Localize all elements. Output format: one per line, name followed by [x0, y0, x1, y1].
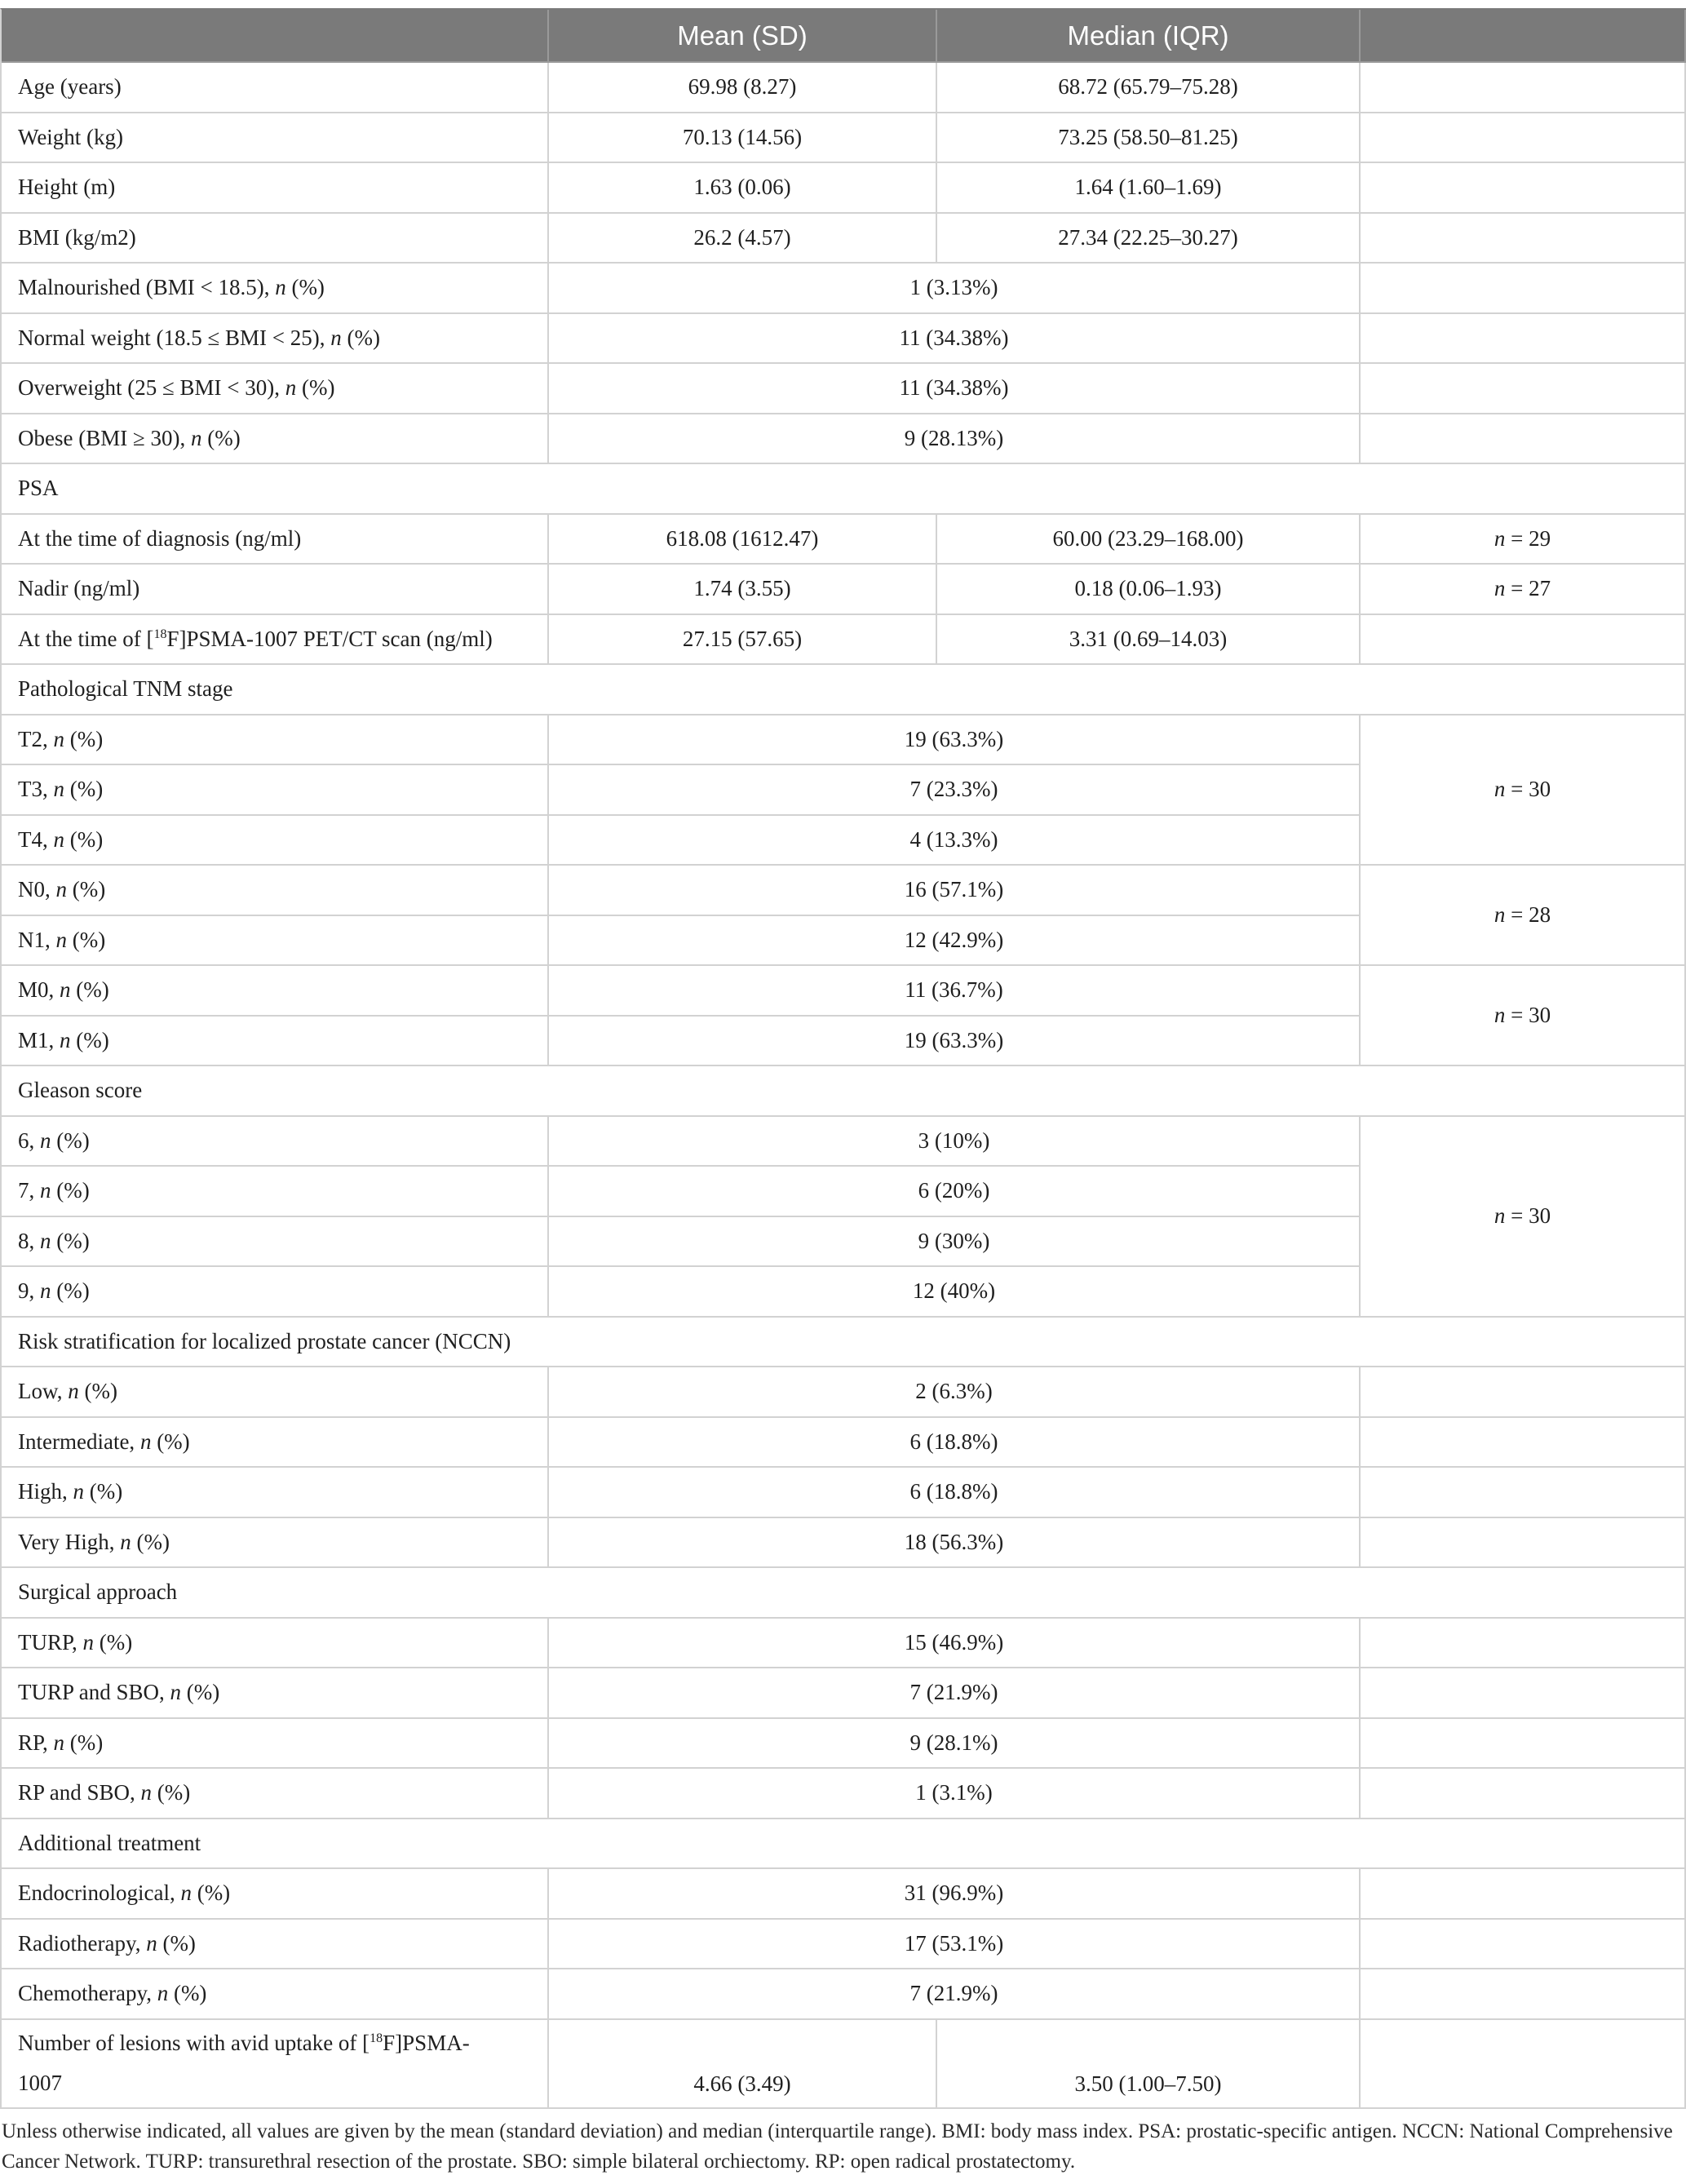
median-cell: [937, 214, 1361, 264]
row-label: RP and SBO, n (%): [18, 1780, 191, 1805]
label-text: At the time of [: [18, 626, 154, 651]
row-label: Intermediate, n (%): [18, 1429, 190, 1454]
italic-n: n: [40, 1127, 51, 1153]
row-label: N1, n (%): [18, 927, 106, 952]
count-percent-value: 2 (6.3%): [915, 1379, 993, 1404]
label-cell: [2, 1418, 549, 1469]
label-cell: [2, 1920, 549, 1970]
combined-cell: [549, 1167, 1361, 1217]
row-label: Obese (BMI ≥ 30), n (%): [18, 425, 241, 450]
sample-size-note: n = 30: [1494, 1003, 1551, 1027]
combined-cell: [549, 1969, 1361, 2020]
empty-cell: [1361, 314, 1686, 365]
italic-n: n: [53, 1730, 65, 1755]
label-cell: [2, 816, 549, 866]
label-cell: [2, 765, 549, 816]
row-label: Very High, n (%): [18, 1529, 170, 1554]
median-cell: [937, 63, 1361, 113]
count-percent-value: 4 (13.3%): [909, 826, 998, 852]
label-cell: [2, 1117, 549, 1167]
row-label: Nadir (ng/ml): [18, 576, 140, 601]
combined-cell: [549, 1869, 1361, 1920]
median-iqr-value: 73.25 (58.50–81.25): [1058, 124, 1238, 149]
italic-n: n: [139, 1429, 152, 1454]
combined-cell: [549, 816, 1361, 866]
label-text: 1007: [18, 2071, 62, 2095]
label-cell: [2, 1869, 549, 1920]
empty-cell: [1361, 1367, 1686, 1418]
label-text: Number of lesions with avid uptake of [: [18, 2031, 370, 2055]
patient-characteristics-table: [0, 8, 1686, 2109]
label-cell: [2, 565, 549, 615]
combined-cell: [549, 1668, 1361, 1719]
row-label: 9, n (%): [18, 1278, 90, 1304]
count-percent-value: 11 (34.38%): [899, 375, 1009, 401]
label-cell: [2, 364, 549, 414]
count-percent-value: 6 (18.8%): [909, 1479, 998, 1504]
row-label: 7, n (%): [18, 1178, 90, 1203]
note-cell: [1361, 1117, 1686, 1318]
label-cell: [2, 866, 549, 916]
isotope-superscript: 18: [153, 627, 167, 641]
label-cell: [2, 916, 549, 967]
row-label: 6, n (%): [18, 1127, 90, 1153]
section-title: Surgical approach: [18, 1579, 178, 1605]
label-cell: [2, 314, 549, 365]
label-text: F]PSMA-: [383, 2031, 470, 2055]
italic-n: n: [55, 877, 67, 902]
italic-n: n: [180, 1881, 192, 1906]
median-cell: [937, 615, 1361, 666]
count-percent-value: 15 (46.9%): [904, 1629, 1004, 1655]
median-iqr-value: 3.31 (0.69–14.03): [1069, 626, 1228, 651]
note-cell: [1361, 515, 1686, 565]
italic-n: n: [1494, 1203, 1506, 1228]
median-cell: [937, 2020, 1361, 2109]
section-row-treatment: [2, 1819, 1686, 1870]
header-median-cell: [937, 10, 1361, 63]
empty-cell: [1361, 1418, 1686, 1469]
empty-cell: [1361, 2020, 1686, 2109]
row-label: High, n (%): [18, 1479, 123, 1504]
label-cell: [2, 2020, 549, 2109]
empty-cell: [1361, 615, 1686, 666]
median-iqr-value: 1.64 (1.60–1.69): [1074, 175, 1222, 200]
sample-size-note: n = 29: [1494, 525, 1551, 551]
empty-cell: [1361, 63, 1686, 113]
row-label: Height (m): [18, 175, 116, 200]
mean-sd-value: 70.13 (14.56): [682, 124, 803, 149]
combined-cell: [549, 866, 1361, 916]
median-iqr-value: 68.72 (65.79–75.28): [1058, 74, 1238, 100]
mean-sd-value: 27.15 (57.65): [682, 626, 803, 651]
section-row-tnm: [2, 665, 1686, 715]
section-row-psa: [2, 464, 1686, 515]
mean-sd-value: 4.66 (3.49): [693, 2071, 791, 2096]
mean-cell: [549, 615, 937, 666]
median-cell: [937, 113, 1361, 164]
mean-cell: [549, 163, 937, 214]
italic-n: n: [330, 325, 342, 350]
label-cell: [2, 966, 549, 1017]
empty-cell: [1361, 163, 1686, 214]
empty-cell: [1361, 1668, 1686, 1719]
section-row-gleason: [2, 1066, 1686, 1117]
row-label: [18, 2023, 470, 2103]
italic-n: n: [53, 777, 64, 802]
count-percent-value: 16 (57.1%): [904, 877, 1004, 902]
row-label: BMI (kg/m2): [18, 224, 136, 250]
section-row-surgery: [2, 1568, 1686, 1619]
combined-cell: [549, 1117, 1361, 1167]
label-text: F]PSMA-1007 PET/CT scan (ng/ml): [166, 626, 493, 651]
italic-n: n: [1494, 576, 1506, 601]
header-median-iqr: Median (IQR): [1067, 20, 1229, 51]
label-cell: [2, 1017, 549, 1067]
italic-n: n: [140, 1780, 153, 1805]
label-cell: [2, 1969, 549, 2020]
count-percent-value: 9 (28.13%): [904, 425, 1004, 450]
italic-n: n: [120, 1529, 131, 1554]
section-title: Additional treatment: [18, 1830, 201, 1855]
italic-n: n: [1494, 902, 1506, 927]
mean-cell: [549, 515, 937, 565]
count-percent-value: 3 (10%): [918, 1127, 990, 1153]
combined-cell: [549, 364, 1361, 414]
row-label: Overweight (25 ≤ BMI < 30), n (%): [18, 375, 335, 401]
mean-cell: [549, 113, 937, 164]
combined-cell: [549, 1468, 1361, 1518]
combined-cell: [549, 1920, 1361, 1970]
note-cell: [1361, 565, 1686, 615]
row-label: [18, 627, 493, 652]
label-cell: [2, 715, 549, 766]
empty-cell: [1361, 113, 1686, 164]
empty-cell: [1361, 364, 1686, 414]
label-cell: [2, 264, 549, 314]
mean-sd-value: 1.63 (0.06): [693, 175, 791, 200]
count-percent-value: 18 (56.3%): [904, 1529, 1004, 1554]
count-percent-value: 1 (3.1%): [915, 1780, 993, 1805]
combined-cell: [549, 1518, 1361, 1569]
row-label: At the time of diagnosis (ng/ml): [18, 525, 302, 551]
italic-n: n: [55, 927, 67, 952]
row-label: N0, n (%): [18, 877, 106, 902]
header-empty-cell: [1361, 10, 1686, 63]
count-percent-value: 12 (40%): [912, 1278, 996, 1304]
italic-n: n: [73, 1479, 84, 1504]
count-percent-value: 19 (63.3%): [904, 1027, 1004, 1052]
sample-size-note: n = 28: [1494, 902, 1551, 927]
label-cell: [2, 1167, 549, 1217]
count-percent-value: 7 (21.9%): [909, 1680, 998, 1705]
note-cell: [1361, 966, 1686, 1066]
row-label: Normal weight (18.5 ≤ BMI < 25), n (%): [18, 325, 380, 350]
italic-n: n: [53, 726, 64, 751]
italic-n: n: [146, 1930, 157, 1956]
combined-cell: [549, 1367, 1361, 1418]
row-label: M1, n (%): [18, 1027, 109, 1052]
count-percent-value: 7 (21.9%): [909, 1981, 998, 2006]
empty-cell: [1361, 1920, 1686, 1970]
header-mean-sd: Mean (SD): [677, 20, 808, 51]
row-label: Malnourished (BMI < 18.5), n (%): [18, 275, 325, 300]
label-cell: [2, 1769, 549, 1819]
combined-cell: [549, 966, 1361, 1017]
italic-n: n: [157, 1981, 169, 2006]
row-label: Low, n (%): [18, 1379, 117, 1404]
count-percent-value: 7 (23.3%): [909, 777, 998, 802]
count-percent-value: 1 (3.13%): [909, 275, 998, 300]
mean-sd-value: 26.2 (4.57): [693, 224, 791, 250]
note-cell: [1361, 866, 1686, 966]
combined-cell: [549, 1418, 1361, 1469]
count-percent-value: 6 (20%): [918, 1178, 990, 1203]
section-title: PSA: [18, 476, 59, 501]
header-mean-cell: [549, 10, 937, 63]
section-row-risk: [2, 1318, 1686, 1368]
median-iqr-value: 60.00 (23.29–168.00): [1052, 525, 1244, 551]
italic-n: n: [1494, 777, 1506, 802]
label-cell: [2, 214, 549, 264]
mean-cell: [549, 214, 937, 264]
row-label: TURP and SBO, n (%): [18, 1680, 220, 1705]
mean-sd-value: 69.98 (8.27): [688, 74, 797, 100]
mean-sd-value: 1.74 (3.55): [693, 576, 791, 601]
row-label: Radiotherapy, n (%): [18, 1930, 196, 1956]
mean-sd-value: 618.08 (1612.47): [666, 525, 819, 551]
label-cell: [2, 113, 549, 164]
note-cell: [1361, 715, 1686, 866]
combined-cell: [549, 715, 1361, 766]
combined-cell: [549, 765, 1361, 816]
combined-cell: [549, 1267, 1361, 1318]
empty-cell: [1361, 1719, 1686, 1770]
median-iqr-value: 0.18 (0.06–1.93): [1074, 576, 1222, 601]
label-cell: [2, 1267, 549, 1318]
count-percent-value: 9 (28.1%): [909, 1730, 998, 1755]
header-empty-cell: [2, 10, 549, 63]
label-cell: [2, 1619, 549, 1669]
combined-cell: [549, 264, 1361, 314]
empty-cell: [1361, 1619, 1686, 1669]
combined-cell: [549, 1769, 1361, 1819]
italic-n: n: [53, 826, 64, 852]
row-label: T3, n (%): [18, 777, 104, 802]
italic-n: n: [60, 1027, 71, 1052]
sample-size-note: n = 30: [1494, 1203, 1551, 1228]
label-cell: [2, 63, 549, 113]
combined-cell: [549, 1017, 1361, 1067]
italic-n: n: [275, 275, 286, 300]
section-title: Gleason score: [18, 1078, 143, 1103]
label-cell: [2, 414, 549, 465]
empty-cell: [1361, 1869, 1686, 1920]
empty-cell: [1361, 1769, 1686, 1819]
row-label: Weight (kg): [18, 124, 124, 149]
count-percent-value: 31 (96.9%): [904, 1881, 1004, 1906]
row-label: Endocrinological, n (%): [18, 1881, 231, 1906]
row-label: T2, n (%): [18, 726, 104, 751]
empty-cell: [1361, 1468, 1686, 1518]
median-cell: [937, 515, 1361, 565]
median-iqr-value: 3.50 (1.00–7.50): [1074, 2071, 1222, 2096]
median-iqr-value: 27.34 (22.25–30.27): [1058, 224, 1238, 250]
sample-size-note: n = 30: [1494, 777, 1551, 802]
row-label: RP, n (%): [18, 1730, 104, 1755]
empty-cell: [1361, 414, 1686, 465]
section-title: Risk stratification for localized prostate cancer (NCCN): [18, 1328, 511, 1353]
mean-cell: [549, 63, 937, 113]
italic-n: n: [285, 375, 297, 401]
count-percent-value: 9 (30%): [918, 1228, 990, 1253]
italic-n: n: [40, 1228, 51, 1253]
row-label: Chemotherapy, n (%): [18, 1981, 207, 2006]
combined-cell: [549, 414, 1361, 465]
row-label: M0, n (%): [18, 977, 109, 1003]
count-percent-value: 17 (53.1%): [904, 1930, 1004, 1956]
row-label: TURP, n (%): [18, 1629, 133, 1655]
italic-n: n: [82, 1629, 95, 1655]
sample-size-note: n = 27: [1494, 576, 1551, 601]
mean-cell: [549, 565, 937, 615]
count-percent-value: 11 (36.7%): [905, 977, 1003, 1003]
count-percent-value: 12 (42.9%): [904, 927, 1004, 952]
combined-cell: [549, 1719, 1361, 1770]
section-title: Pathological TNM stage: [18, 676, 233, 702]
combined-cell: [549, 314, 1361, 365]
count-percent-value: 19 (63.3%): [904, 726, 1004, 751]
italic-n: n: [68, 1379, 79, 1404]
combined-cell: [549, 1619, 1361, 1669]
label-cell: [2, 1518, 549, 1569]
label-cell: [2, 1217, 549, 1268]
italic-n: n: [1494, 525, 1506, 551]
count-percent-value: 11 (34.38%): [899, 325, 1009, 350]
label-cell: [2, 1719, 549, 1770]
median-cell: [937, 163, 1361, 214]
empty-cell: [1361, 1518, 1686, 1569]
combined-cell: [549, 1217, 1361, 1268]
mean-cell: [549, 2020, 937, 2109]
median-cell: [937, 565, 1361, 615]
label-cell: [2, 615, 549, 666]
label-cell: [2, 515, 549, 565]
italic-n: n: [40, 1178, 51, 1203]
empty-cell: [1361, 1969, 1686, 2020]
italic-n: n: [1494, 1003, 1506, 1027]
label-cell: [2, 163, 549, 214]
count-percent-value: 6 (18.8%): [909, 1429, 998, 1454]
label-cell: [2, 1468, 549, 1518]
italic-n: n: [40, 1278, 51, 1304]
empty-cell: [1361, 264, 1686, 314]
combined-cell: [549, 916, 1361, 967]
label-cell: [2, 1367, 549, 1418]
row-label: Age (years): [18, 74, 122, 100]
empty-cell: [1361, 214, 1686, 264]
row-label: 8, n (%): [18, 1228, 90, 1253]
italic-n: n: [60, 977, 71, 1003]
row-label: T4, n (%): [18, 826, 104, 852]
italic-n: n: [191, 425, 202, 450]
italic-n: n: [170, 1680, 182, 1705]
label-cell: [2, 1668, 549, 1719]
isotope-superscript: 18: [370, 2031, 383, 2045]
table-footnote: Unless otherwise indicated, all values are given by the mean (standard deviation) and median (interquartile range). BMI: body mass index. PSA: prostatic-specific antigen. NCCN: National Comprehensive Cancer Network. TURP: transurethral resection of the prostate. SBO: simple bilateral orchiectomy. RP: open radical prostatectomy.: [2, 2120, 1673, 2173]
